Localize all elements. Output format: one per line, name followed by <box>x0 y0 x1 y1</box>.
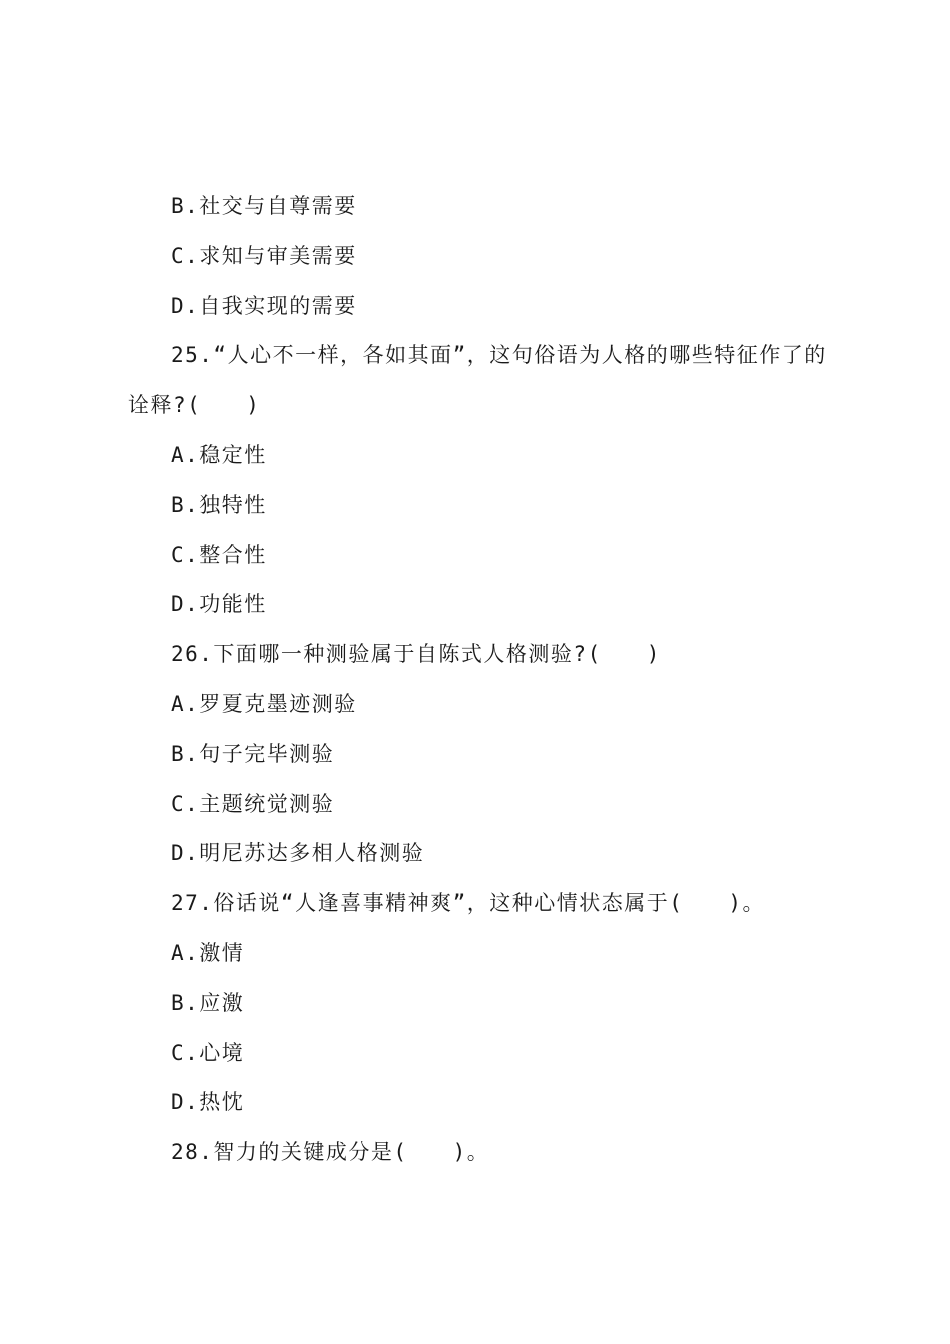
option-26-a: A.罗夏克墨迹测验 <box>171 691 357 716</box>
option-25-c: C.整合性 <box>171 542 267 567</box>
question-28: 28.智力的关键成分是( )。 <box>171 1140 490 1165</box>
option-27-d: D.热忱 <box>171 1090 245 1115</box>
option-24-d: D.自我实现的需要 <box>171 293 357 318</box>
option-24-b: B.社交与自尊需要 <box>171 194 357 218</box>
option-26-c: C.主题统觉测验 <box>171 791 335 816</box>
document-body <box>128 182 840 1178</box>
option-25-a: A.稳定性 <box>171 442 267 467</box>
option-25-b: B.独特性 <box>171 492 267 517</box>
option-27-a: A.激情 <box>171 940 245 965</box>
option-27-c: C.心境 <box>171 1040 245 1065</box>
question-27: 27.俗话说“人逢喜事精神爽”，这种心情状态属于( )。 <box>171 891 765 916</box>
question-25: 25.“人心不一样，各如其面”，这句俗语为人格的哪些特征作了的诠释?( ) <box>128 343 827 418</box>
option-24-c: C.求知与审美需要 <box>171 243 357 268</box>
option-27-b: B.应激 <box>171 990 245 1015</box>
option-26-d: D.明尼苏达多相人格测验 <box>171 841 425 866</box>
option-25-d: D.功能性 <box>171 592 267 617</box>
question-26: 26.下面哪一种测验属于自陈式人格测验?( ) <box>171 642 661 667</box>
option-26-b: B.句子完毕测验 <box>171 741 335 766</box>
